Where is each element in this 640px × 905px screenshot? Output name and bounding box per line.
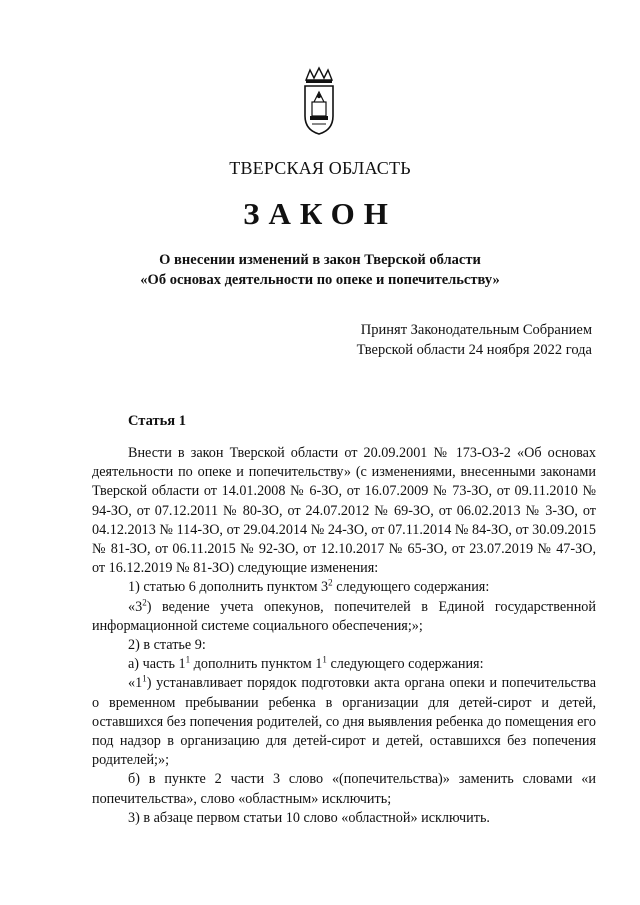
item-2a-text-c: следующего содержания: [326,656,484,673]
document-type: ЗАКОН [243,196,397,231]
item-1 [92,578,596,597]
quote-2-text-a: «1 [128,675,143,692]
title-line-1: О внесении изменений в закон Тверской области [159,252,481,268]
tver-coat-of-arms-icon [302,66,336,136]
adoption-line-2: Тверской области 24 ноября 2022 года [356,342,592,358]
item-2a-text-b: дополнить пунктом 1 [190,656,323,673]
quote-2-sup: 1 [142,673,147,684]
quote-1-text-b: ) ведение учета опекунов, попечителей в Единой государственной информационной системе социального обеспечения;»; [92,598,596,634]
item-2a-sup-1: 1 [185,654,191,665]
item-1-text-a: 1) статью 6 дополнить пунктом 3 [128,579,329,596]
quote-1-sup: 2 [142,596,147,607]
item-1-text-b: следующего содержания: [332,579,490,596]
document-title [0,250,640,290]
item-2a-text-a: а) часть 1 [128,656,186,673]
item-2: 2) в статье 9: [128,637,206,654]
quote-2-text-b: ) устанавливает порядок подготовки акта органа опеки и попечительства о временном пребывании ребенка в организации для детей-сирот и детей, оставшихся без попечения родителей, со дня выявления ребенка до помещения его под надзор в организацию для детей-сирот и детей, оставшихся без попечения родителей;»; [92,675,596,769]
article-intro: Внести в закон Тверской области от 20.09.2001 № 173-ОЗ-2 «Об основах деятельности по опеке и попечительству» (с изменениями, внесенными законами Тверской области от 14.01.2008 № 6-ЗО, от 16.07.2009 № 73-ЗО, от 09.11.2010 № 94-ЗО, от 07.12.2011 № 80-ЗО, от 24.07.2012 № 69-ЗО, от 06.02.2013 № 3-ЗО, от 04.12.2013 № 114-ЗО, от 29.04.2014 № 24-ЗО, от 07.11.2014 № 84-ЗО, от 30.09.2015 № 81-ЗО, от 06.11.2015 № 92-ЗО, от 12.10.2017 № 65-ЗО, от 23.07.2019 № 47-ЗО, от 16.12.2019 № 81-ЗО) следующие изменения: [92,445,596,577]
adoption-line-1: Принят Законодательным Собранием [360,322,592,338]
item-1-sup: 2 [328,577,333,588]
article-body [92,444,596,828]
item-2a-sup-2: 1 [322,654,327,665]
item-2a [92,655,596,674]
region-name: ТВЕРСКАЯ ОБЛАСТЬ [229,158,411,178]
adoption-note [357,320,592,360]
title-line-2: «Об основах деятельности по опеке и попечительству» [140,272,500,288]
item-3: 3) в абзаце первом статьи 10 слово «областной» исключить. [128,809,490,826]
article-title: Статья 1 [128,413,186,429]
quote-1 [92,598,596,636]
quote-2 [92,674,596,770]
item-2b: б) в пункте 2 части 3 слово «(попечительства)» заменить словами «и попечительства», слово «областным» исключить; [92,771,596,807]
quote-1-text-a: «3 [128,598,143,615]
